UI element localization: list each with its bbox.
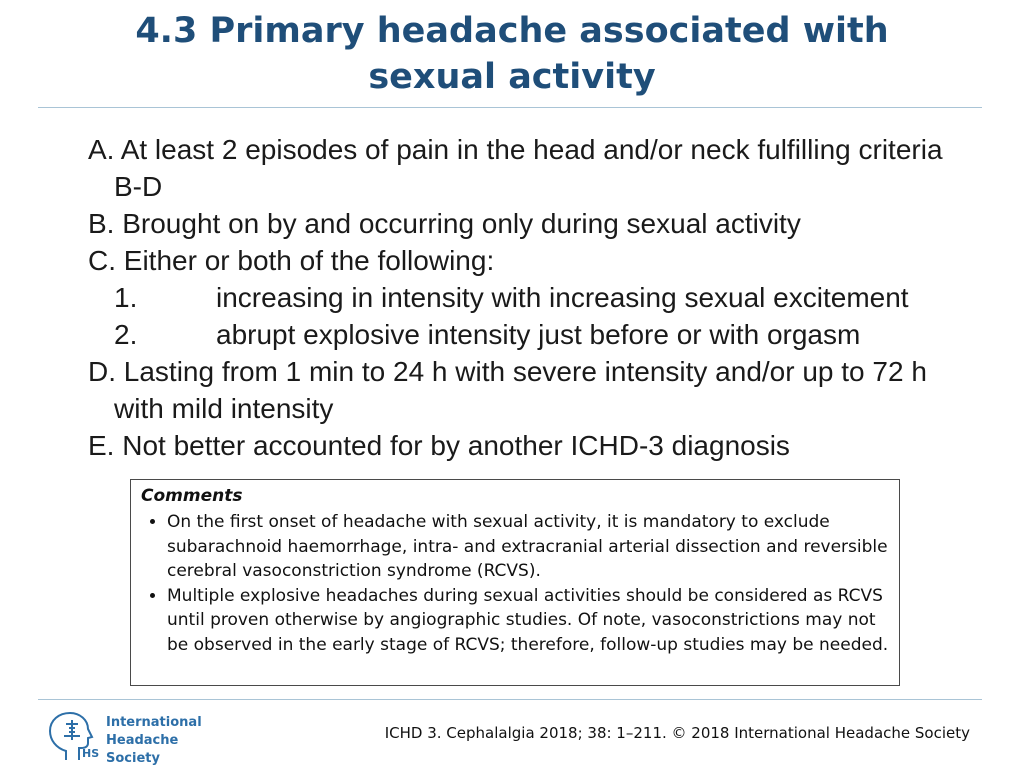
logo-line-1: International [106, 715, 202, 730]
comment-bullet-1: • On the first onset of headache with sexual activity, it is mandatory to exclude subarachnoid haemorrhage, intra- and extracranial arterial dissection and reversible cerebral vasoconstriction syndrome (RCVS). [167, 510, 889, 584]
ihs-logo [42, 710, 232, 766]
criterion-e: E. Not better accounted for by another ICHD-3 diagnosis [88, 430, 790, 461]
diagnostic-criteria [88, 131, 968, 464]
top-divider [38, 107, 982, 108]
criterion-c-item-1-text: increasing in intensity with increasing sexual excitement [216, 282, 909, 313]
ihs-logo-text [106, 714, 232, 768]
svg-text:HS: HS [82, 747, 100, 760]
comments-list [141, 510, 889, 657]
title-line-1: 4.3 Primary headache associated with [135, 11, 889, 51]
comments-box [130, 479, 900, 686]
criterion-c-item-1-number: 1. [114, 282, 138, 313]
comment-bullet-2: • Multiple explosive headaches during sexual activities should be considered as RCVS until proven otherwise by angiographic studies. Of note, vasoconstrictions may not be observed in the early stage of RCVS; therefore, follow-up studies may be needed. [167, 584, 889, 658]
citation: ICHD 3. Cephalalgia 2018; 38: 1–211. © 2018 International Headache Society [384, 724, 970, 742]
bottom-divider [38, 699, 982, 700]
criterion-a: A. At least 2 episodes of pain in the head and/or neck fulfilling criteria B-D [88, 134, 943, 202]
criterion-d: D. Lasting from 1 min to 24 h with severe intensity and/or up to 72 h with mild intensity [88, 356, 927, 424]
criterion-c-item-2 [88, 316, 968, 353]
logo-line-2: Headache Society [106, 733, 179, 766]
criterion-c-item-2-number: 2. [114, 319, 138, 350]
criterion-c: C. Either or both of the following: [88, 245, 495, 276]
comments-heading: Comments [141, 486, 243, 506]
criterion-c-item-1 [88, 279, 968, 316]
ihs-head-profile-logo-icon [42, 710, 102, 762]
title-line-2: sexual activity [368, 57, 656, 97]
criterion-c-item-2-text: abrupt explosive intensity just before or with orgasm [216, 319, 861, 350]
page-title [20, 8, 1004, 100]
criterion-b: B. Brought on by and occurring only during sexual activity [88, 208, 801, 239]
